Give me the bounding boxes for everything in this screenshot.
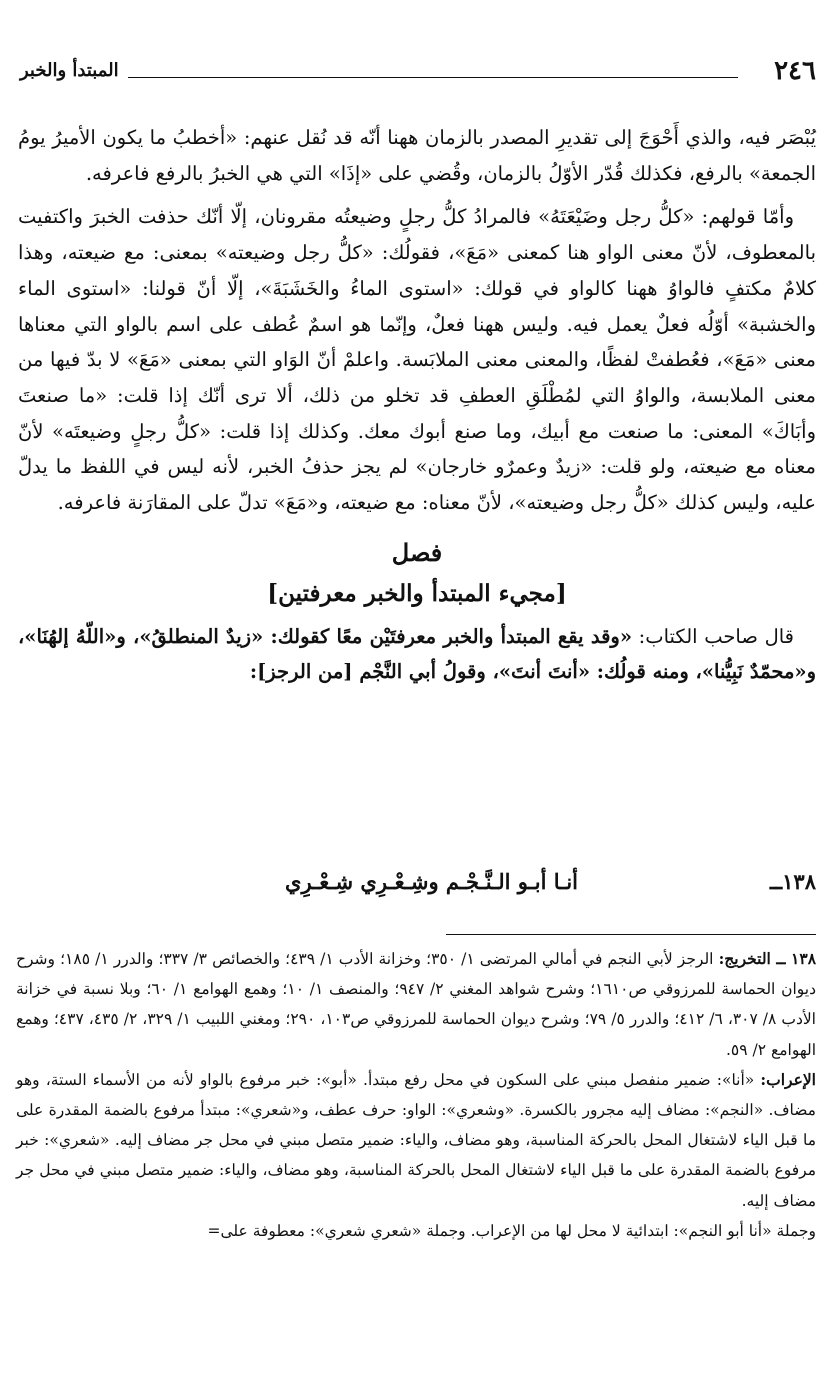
footnote-last-line: وجملة «أنا أبو النجم»: ابتدائية لا محل لها من الإعراب. وجملة «شعري شعري»: معطوفة على= xyxy=(207,1221,816,1240)
footnotes xyxy=(16,944,816,1246)
footnote-divider xyxy=(446,934,816,935)
irab-text: «أنا»: ضمير منفصل مبني على السكون في محل رفع مبتدأ. «أبو»: خبر مرفوع بالواو لأنه من الأسماء الستة، وهو مضاف. «النجم»: مضاف إليه مجرور بالكسرة. «وشعري»: الواو: حرف عطف، و«شعري»: مبتدأ مرفوع بالضمة المقدرة على ما قبل الياء لاشتغال المحل بالحركة المناسبة، وهو مضاف، والياء: ضمير متصل مبني في محل جر مضاف إليه. «شعري»: خبر مرفوع بالضمة المقدرة على ما قبل الياء لاشتغال المحل بالحركة المناسبة، وهو مضاف، والياء: ضمير متصل مبني في محل جر مضاف إليه. xyxy=(16,1070,816,1210)
quoted-passage xyxy=(18,619,816,690)
verse-number: ١٣٨ــ xyxy=(769,869,816,894)
page-number: ٢٤٦ xyxy=(774,56,816,86)
takhrij-text: الرجز لأبي النجم في أمالي المرتضى ١/ ٣٥٠؛ وخزانة الأدب ١/ ٤٣٩؛ والخصائص ٣/ ٣٣٧؛ والدرر ١/ ١٨٥؛ وشرح ديوان الحماسة للمرزوقي ص١٦١٠؛ وشرح شواهد المغني ٢/ ٩٤٧؛ والمنصف ١/ ١٠؛ وهمع الهوامع ١/ ٦٠؛ وبلا نسبة في خزانة الأدب ٨/ ٣٠٧، ٦/ ٤١٢؛ والدرر ٥/ ٧٩؛ وشرح ديوان الحماسة للمرزوقي ص١٠٣، ٢٩٠؛ ومغني اللبيب ١/ ٣٢٩، ٢/ ٤٣٥، ٤٣٧؛ وهمع الهوامع ٢/ ٥٩. xyxy=(16,950,816,1059)
paragraph: يُبْصَر فيه، والذي أَحْوَجَ إلى تقديرِ المصدر بالزمان ههنا أنّه قد نُقل عنهم: «أخطبُ ما يكون الأميرُ يومُ الجمعة» بالرفع، فكذلك قُدّر الأوّلُ بالزمان، وقُضي على «إذَا» التي هي الخبرُ بالرفع فاعرفه. xyxy=(18,126,816,185)
footnote-irab xyxy=(16,1065,816,1216)
paragraph: وأمّا قولهم: «كلُّ رجل وضَيْعَتَهُ» فالمرادُ كلُّ رجلٍ وضيعتُه مقرونان، إلّا أنّك حذفت الخبرَ واكتفيت بالمعطوف، لأنّ معنى الواو هنا كمعنى «مَعَ»، فقولُك: «كلُّ رجل وضيعته» بمعنى: مع ضيعته، وهذا كلامٌ مكتفٍ فالواوُ ههنا كالواو في قولك: «استوى الماءُ والخَشَبَةَ»، إلّا أنّ قولنا: «استوى الماء والخشبة» أوّلُه فعلٌ يعمل فيه. وليس ههنا فعلٌ، وإنّما هو اسمٌ عُطف على اسم بالواو التي معناها معنى «مَعَ»، فعُطفتْ لفظًا، والمعنى معنى الملابَسة. واعلمْ أنّ الوَاو التي بمعنى «مَعَ» لا بدّ فيها من معنى الملابسة، والواوُ التي لمُطْلَقِ العطفِ قد تخلو من ذلك، ألا ترى أنّك إذا قلت: «ما صنعتَ وأبَاكَ» المعنى: ما صنعت مع أبيك، وما صنع أبوك معك. وكذلك إذا قلت: «كلُّ رجلٍ وضيعتَه» لأنّ معناه مع ضيعته، ولو قلت: «زيدٌ وعمرٌو خارجان» لم يجز حذفُ الخبر، لأنه ليس في اللفظ ما يدلّ عليه، وليس كذلك «كلُّ رجل وضيعته»، لأنّ معناه: مع ضيعته، و«مَعَ» تدلّ على المقارَنة فاعرفه. xyxy=(18,205,816,515)
takhrij-label: ١٣٨ ــ التخريج: xyxy=(718,949,817,968)
irab-label: الإعراب: xyxy=(760,1069,816,1089)
quote-text: «وقد يقع المبتدأ والخبر معرفتَيْن معًا كقولك: «زيدٌ المنطلقُ»، و«اللّهُ إلهُنَا»، و«محمّدٌ نَبِيُّنا»، ومنه قولُك: «أنتَ أنتَ»، وقولُ أبي النَّجْم [من الرجز]: xyxy=(18,624,816,684)
section-subtitle: [مجيء المبتدأ والخبر معرفتين] xyxy=(267,579,567,607)
header-rule xyxy=(128,77,738,78)
footnote-takhrij xyxy=(16,944,816,1065)
running-title: المبتدأ والخبر xyxy=(20,60,119,81)
main-text xyxy=(18,120,816,698)
quote-intro: قال صاحب الكتاب: xyxy=(632,624,794,648)
verse-line xyxy=(18,860,816,904)
page-header xyxy=(20,54,816,88)
section-title: فصل xyxy=(391,537,443,567)
verse-text: أنـا أبـو الـنَّـجْـم وشِـعْـرِي شِـعْـرِي xyxy=(285,869,578,894)
